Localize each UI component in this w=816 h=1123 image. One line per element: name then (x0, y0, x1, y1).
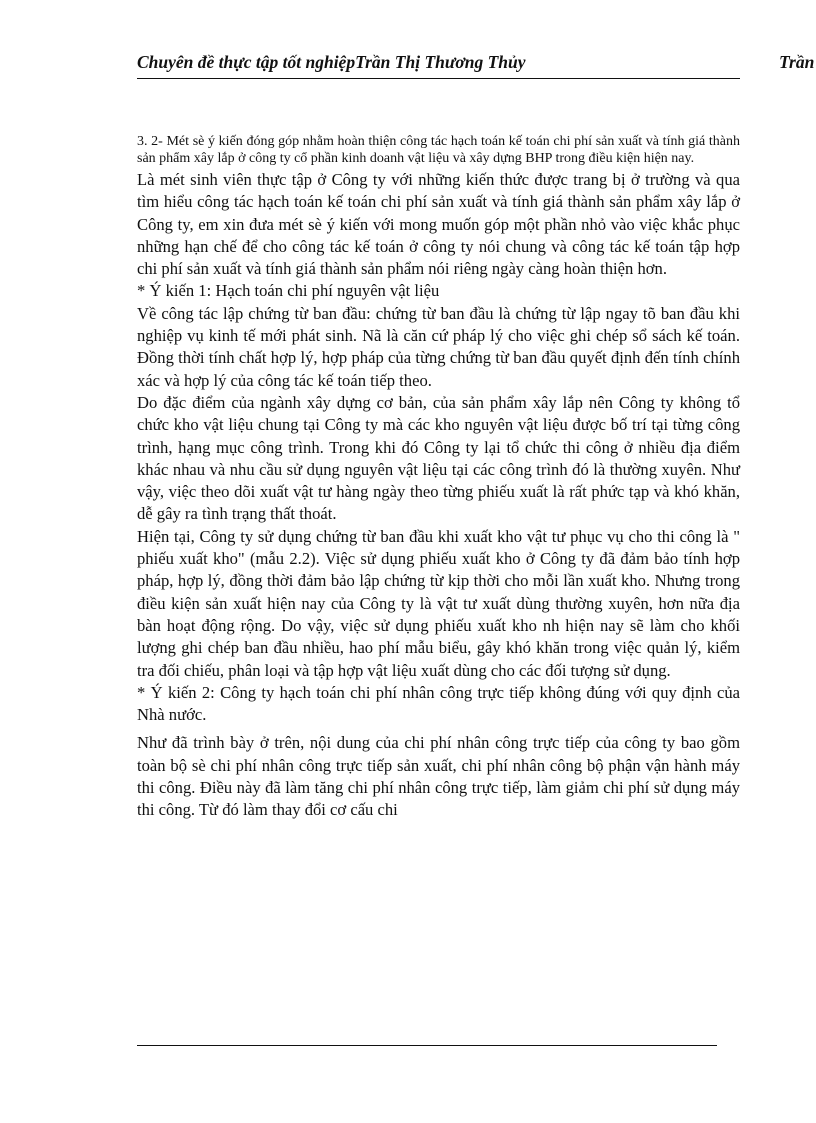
document-body (137, 133, 740, 822)
header-title: Chuyên đề thực tập tốt nghiệpTrần Thị Thương Thủy (137, 52, 526, 72)
paragraph-intro: Là mét sinh viên thực tập ở Công ty với những kiến thức được trang bị ở trường và qua tìm hiểu công tác hạch toán kế toán chi phí sản xuất và tính giá thành sản phẩm xây lắp ở Công ty, em xin đưa mét sè ý kiến với mong muốn góp một phần nhỏ vào việc khắc phục những hạn chế để cho công tác kế toán ở công ty nói chung và công tác kế toán tập hợp chi phí sản xuất và tính giá thành sản phẩm nói riêng ngày càng hoàn thiện hơn. (137, 170, 740, 279)
page-header (137, 52, 816, 74)
footer-divider (137, 1045, 717, 1046)
paragraph-current-practice: Hiện tại, Công ty sử dụng chứng từ ban đầu khi xuất kho vật tư phục vụ cho thi công là " phiếu xuất kho" (mẫu 2.2). Việc sử dụng phiếu xuất kho ở Công ty đã đảm bảo tính hợp pháp, hợp lý, đồng thời đảm bảo lập chứng từ kịp thời cho mỗi lần xuất kho. Nhưng trong điều kiện sản xuất hiện nay của Công ty là vật tư xuất dùng thường xuyên, hơn nữa địa bàn hoạt động rộng. Do vậy, việc sử dụng phiếu xuất kho nh hiện nay sẽ làm cho khối lượng ghi chép ban đầu nhiều, hao phí mẫu biểu, gây khó khăn trong việc quản lý, kiểm tra đối chiếu, phân loại và tập hợp vật liệu xuất dùng cho các đối tượng sử dụng. (137, 526, 740, 680)
header-author-fragment: Trần (779, 52, 815, 72)
paragraph-initial-documents: Về công tác lập chứng từ ban đầu: chứng từ ban đầu là chứng từ lập ngay tõ ban đầu khi nghiệp vụ kinh tế mới phát sinh. Nã là căn cứ pháp lý cho việc ghi chép sổ sách kế toán. Đồng thời tính chất hợp lý, hợp pháp của từng chứng từ ban đầu quyết định đến tính chính xác và hợp lý của công tác kế toán tiếp theo. (137, 303, 740, 390)
paragraph-construction-features: Do đặc điểm của ngành xây dựng cơ bản, của sản phẩm xây lắp nên Công ty không tổ chức kho vật liệu chung tại Công ty mà các kho nguyên vật liệu được bố trí tại từng công trình, hạng mục công trình. Trong khi đó Công ty lại tổ chức thi công ở nhiều địa điểm khác nhau và nhu cầu sử dụng nguyên vật liệu tại các công trình đó là thường xuyên. Như vậy, việc theo dõi xuất vật tư hàng ngày theo từng phiếu xuất là rất phức tạp và khó khăn, dễ gây ra tình trạng thất thoát. (137, 392, 740, 524)
paragraph-labor-costs: Như đã trình bày ở trên, nội dung của chi phí nhân công trực tiếp của công ty bao gồm toàn bộ sè chi phí nhân công trực tiếp sản xuất, chi phí nhân công bộ phận vận hành máy thi công. Điều này đã làm tăng chi phí nhân công trực tiếp, làm giảm chi phí sử dụng máy thi công. Từ đó làm thay đổi cơ cấu chi (137, 733, 740, 820)
opinion-2-heading: * Ý kiến 2: Công ty hạch toán chi phí nhân công trực tiếp không đúng với quy định của Nhà nước. (137, 682, 740, 725)
section-heading: 3. 2- Mét sè ý kiến đóng góp nhằm hoàn thiện công tác hạch toán kế toán chi phí sản xuất và tính giá thành sản phẩm xây lắp ở công ty cổ phần kinh doanh vật liệu và xây dựng BHP trong điều kiện hiện nay. (137, 134, 740, 166)
opinion-1-heading: * Ý kiến 1: Hạch toán chi phí nguyên vật liệu (137, 281, 440, 301)
header-divider (137, 78, 740, 79)
